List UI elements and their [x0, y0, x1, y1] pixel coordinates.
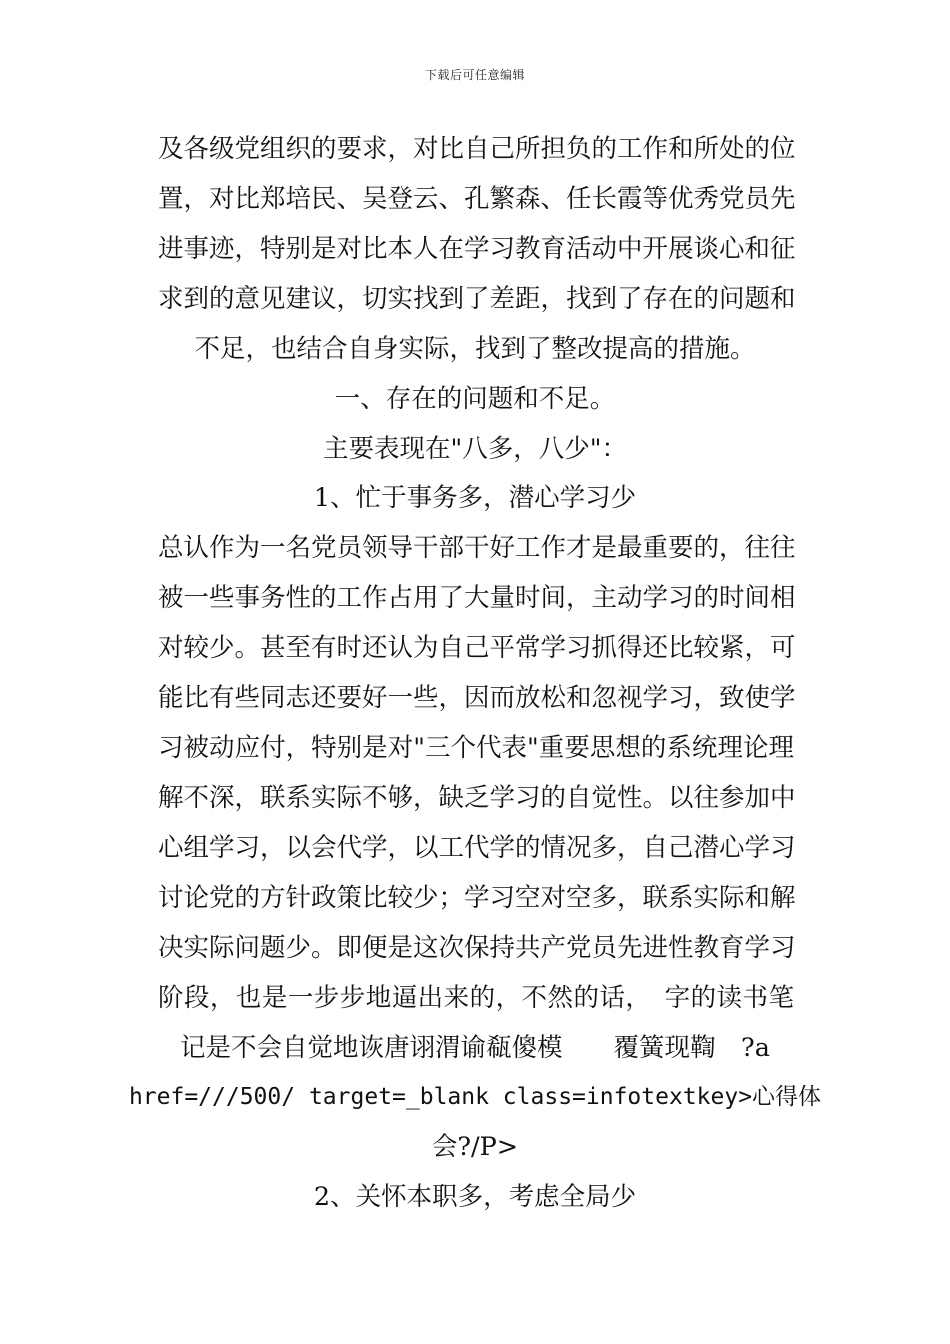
body-line: 阶段，也是一步步地逼出来的，不然的话， 字的读书笔	[158, 983, 794, 1013]
body-line: 会?/P>	[431, 1132, 519, 1162]
body-line: 主要表现在"八多，八少"：	[323, 434, 627, 464]
body-line: href=///500/ target=_blank class=infotextkey>心得体	[128, 1084, 822, 1110]
section-heading: 一、存在的问题和不足。	[334, 384, 616, 414]
body-line: 进事迹，特别是对比本人在学习教育活动中开展谈心和征	[158, 234, 796, 264]
body-line: 能比有些同志还要好一些，因而放松和忽视学习，致使学	[158, 683, 796, 713]
subsection-heading: 2、关怀本职多，考虑全局少	[313, 1182, 637, 1212]
body-line: 及各级党组织的要求，对比自己所担负的工作和所处的位	[158, 134, 796, 164]
body-line: 对较少。甚至有时还认为自己平常学习抓得还比较紧，可	[158, 633, 796, 663]
subsection-heading: 1、忙于事务多，潜心学习少	[313, 483, 637, 513]
body-line: 总认作为一名党员领导干部干好工作才是最重要的，往往	[158, 533, 796, 563]
body-line: 记是不会自觉地诙唐诩渭谕瓻傻模 覆簧现鞫 ?a	[180, 1033, 770, 1063]
page-header: 下载后可任意编辑	[424, 68, 525, 82]
body-line: 习被动应付，特别是对"三个代表"重要思想的系统理论理	[158, 733, 794, 763]
body-line: 讨论党的方针政策比较少；学习空对空多，联系实际和解	[158, 883, 796, 913]
body-line: 决实际问题少。即便是这次保持共产党员先进性教育学习	[158, 933, 796, 963]
body-line: 求到的意见建议，切实找到了差距，找到了存在的问题和	[158, 284, 796, 314]
body-line: 不足，也结合自身实际，找到了整改提高的措施。	[194, 334, 756, 364]
body-line: 解不深，联系实际不够，缺乏学习的自觉性。以往参加中	[158, 783, 796, 813]
body-line: 心组学习，以会代学，以工代学的情况多，自己潜心学习	[158, 833, 796, 863]
body-line: 被一些事务性的工作占用了大量时间，主动学习的时间相	[158, 583, 796, 613]
body-line: 置，对比郑培民、吴登云、孔繁森、任长霞等优秀党员先	[158, 184, 796, 214]
